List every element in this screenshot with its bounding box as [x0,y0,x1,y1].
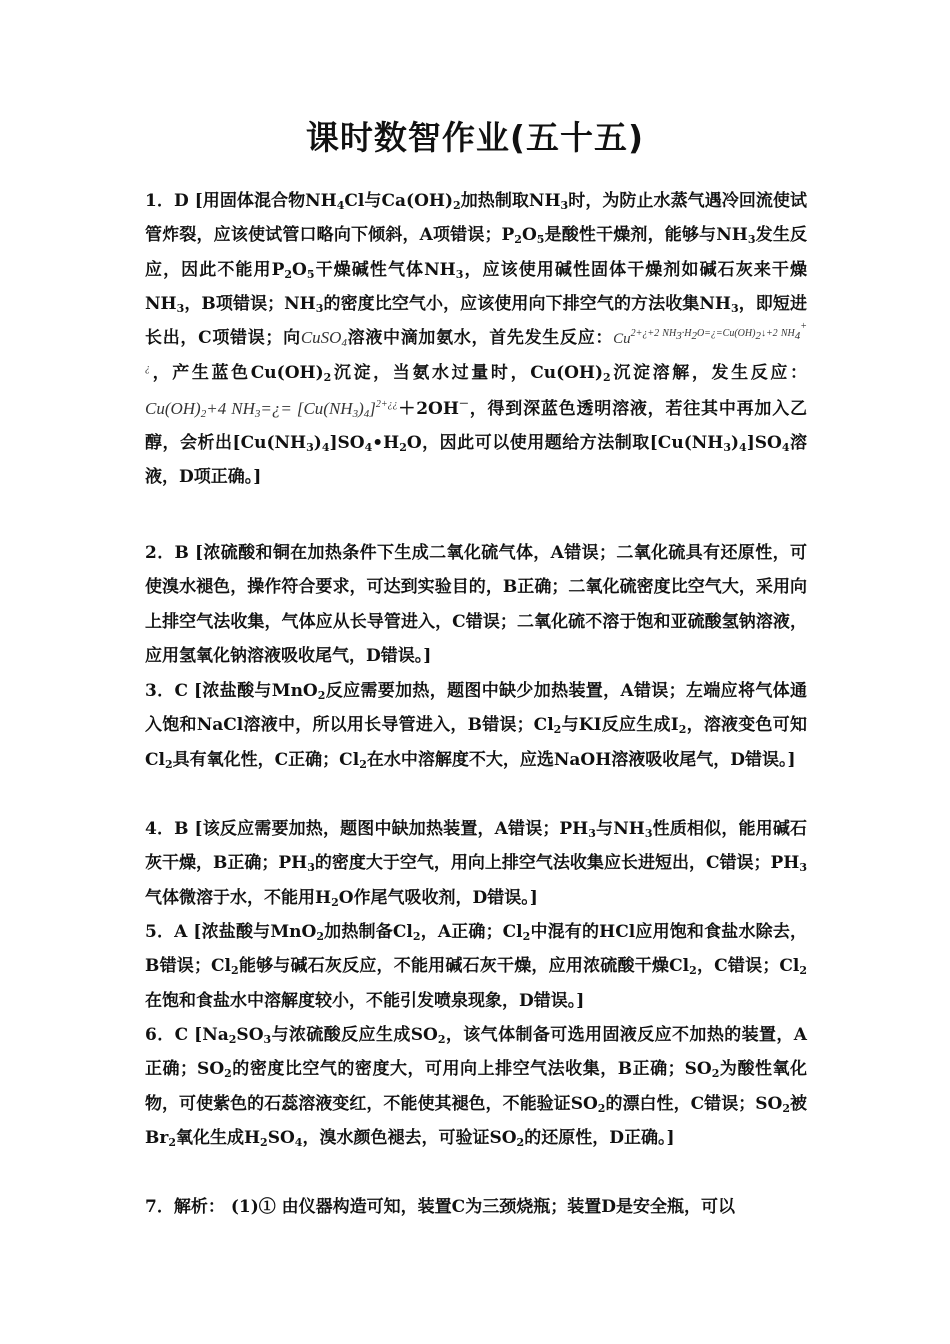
answer-3-label: 3．C [145,681,189,701]
formula-cuso4: CuSO$_4$ [300,328,347,350]
formula-reaction-1: $Cu^{2+¿+2 NH_3\cdot H_2O=¿=Cu(OH)_2↓+2 NH_4^+¿}$ [145,321,808,375]
answer-2-label: 2．B [145,543,189,563]
answer-1-label: 1．D [145,191,189,211]
answer-5-label: 5．A [145,922,188,942]
answer-7: 7．解析： (1)① 由仪器构造可知，装置C为三颈烧瓶；装置D是安全瓶，可以 [145,1197,735,1217]
answer-2: 2．B [浓硫酸和铜在加热条件下生成二氧化硫气体，A错误；二氧化硫具有还原性，可使溴水褪色，操作符合要求，可达到实验目的，B正确；二氧化硫密度比空气大，采用向上排空气法收集，气体应从长导管进入，C错误；二氧化硫不溶于饱和亚硫酸氢钠溶液，应用氢氧化钠溶液吸收尾气，D错误。] [145,543,807,666]
formula-reaction-2: $Cu(OH)_2+4$ $NH_3=¿= [Cu(NH_3)_4]^{2+¿¿}$ [145,398,398,420]
page-title: 课时数智作业(五十五) [305,118,645,157]
answer-7-label: 7．解析： [145,1197,225,1217]
answer-6-label: 6．C [145,1025,189,1045]
answer-6: 6．C [$Na_2SO_3$与浓硫酸反应生成$SO_2$，该气体制备可选用固液反应不加热的装置，A正确；$SO_2$的密度比空气的密度大，可用向上排空气法收集，B正确；$SO_2$为酸性氧化物，可使紫色的石蕊溶液变红，不能使其褪色，不能验证$SO_2$的漂白性，C错误；$SO_2$被$Br_2$氧化生成$H_2SO_4$，溴水颜色褪去，可验证$SO_2$的还原性，D正确。] [145,1025,808,1149]
answer-5: 5．A [浓盐酸与MnO$_2$加热制备$Cl_2$，A正确；$Cl_2$中混有的HCl应用饱和食盐水除去，B错误；$Cl_2$能够与碱石灰反应，不能用碱石灰干燥，应用浓硫酸干燥$Cl_2$，C错误；$Cl_2$在饱和食盐水中溶解度较小，不能引发喷泉现象，D错误。] [145,922,807,1011]
answer-4-label: 4．B [145,819,189,839]
answer-1: 1．D [用固体混合物$NH_4Cl$与$Ca(OH)_2$加热制取$NH_3$时，为防止水蒸气遇冷回流使试管炸裂，应该使试管口略向下倾斜，A项错误；$P_2O_5$是酸性干燥剂，能够与$NH_3$发生反应，因此不能用$P_2O_5$干燥碱性气体$NH_3$，应该使用碱性固体干燥剂如碱石灰来干燥$NH_3$，B项错误；$NH_3$的密度比空气小，应该使用向下排空气的方法收集$NH_3$，即短进长出，C项错误；向CuSO$_4$溶液中滴加氨水，首先发生反应：$Cu^{2+¿+2 NH_3\cdot H_2O=¿=Cu(OH)_2↓+2 NH_4^+¿}$，产生蓝色$Cu(OH)_2$沉淀，当氨水过量时，$Cu(OH)_2$沉淀溶解，发生反应：$Cu(OH)_2+4$ $NH_3=¿= [Cu(NH_3)_4]^{2+¿¿}+2OH^-$，得到深蓝色透明溶液，若往其中再加入乙醇，会析出$[Cu(NH_3)_4]SO_4•H_2O$，因此可以使用题给方法制取$[Cu(NH_3)_4]SO_4$溶液，D项正确。] [145,191,808,488]
answer-3: 3．C [浓盐酸与MnO$_2$反应需要加热，题图中缺少加热装置，A错误；左端应将气体通入饱和NaCl溶液中，所以用长导管进入，B错误；$Cl_2$与KI反应生成$I_2$，溶液变色可知$Cl_2$具有氧化性，C正确；$Cl_2$在水中溶解度不大，应选NaOH溶液吸收尾气，D错误。] [145,681,808,771]
answer-4: 4．B [该反应需要加热，题图中缺加热装置，A错误；$PH_3$与$NH_3$性质相似，能用碱石灰干燥，B正确；$PH_3$的密度大于空气，用向上排空气法收集应长进短出，C错误；$PH_3$气体微溶于水，不能用$H_2O$作尾气吸收剂，D错误。] [145,819,808,909]
